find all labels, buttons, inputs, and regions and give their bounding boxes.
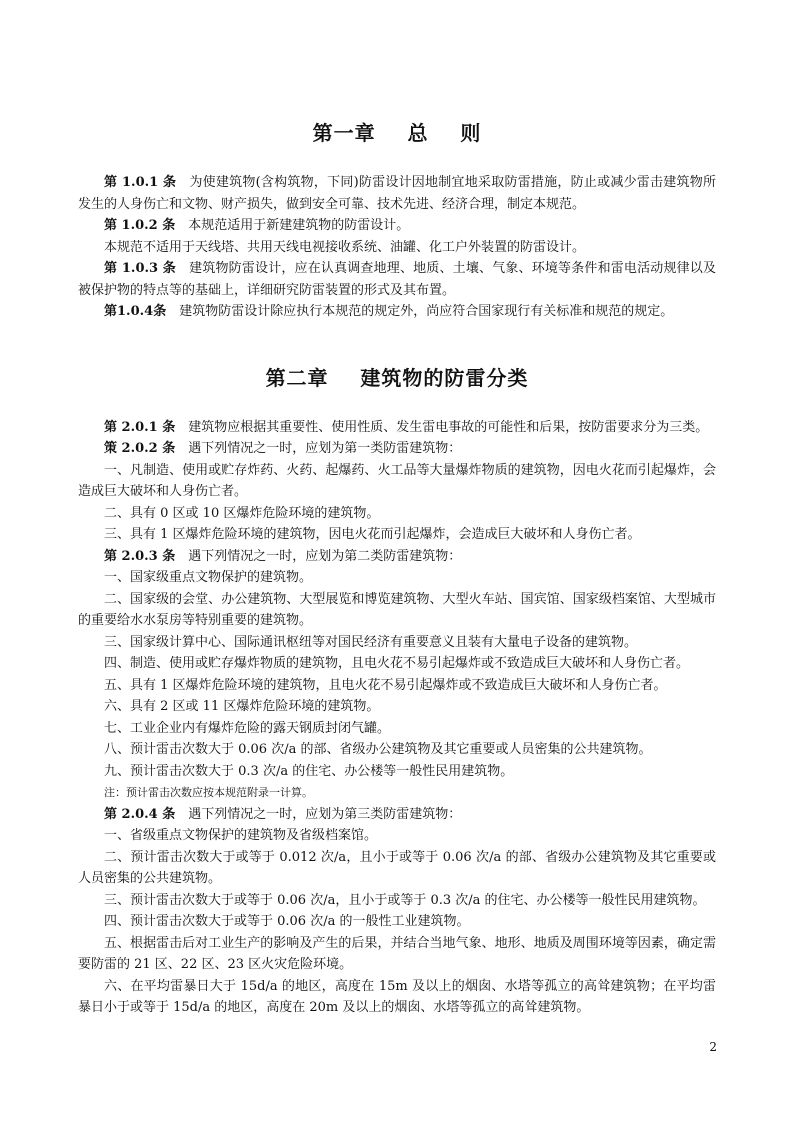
article-2-0-4 [78,804,716,826]
article-text: 为使建筑物(含构筑物，下同)防雷设计因地制宜地采取防雷措施，防止或减少雷击建筑物所发生的人身伤亡和文物、财产损失，做到安全可靠、技术先进、经济合理，制定本规范。 [78,175,716,212]
list-item: 六、在平均雷暴日大于 15d/a 的地区，高度在 15m 及以上的烟囱、水塔等孤立的高耸建筑物；在平均雷暴日小于或等于 15d/a 的地区，高度在 20m 及以上的烟囱、水塔等孤立的高耸建筑物。 [78,978,716,1015]
list-item: 五、具有 1 区爆炸危险环境的建筑物，且电火花不易引起爆炸或不致造成巨大破坏和人身伤亡者。 [104,677,667,693]
footnote: 注：预计雷击次数应按本规范附录一计算。 [104,786,313,799]
article-label: 第 2.0.3 条 [104,548,176,564]
article-label: 第 1.0.1 条 [104,175,177,190]
list-item: 二、具有 0 区或 10 区爆炸危险环境的建筑物。 [104,505,380,521]
list-item: 一、省级重点文物保护的建筑物及省级档案馆。 [104,828,378,843]
list-item: 三、具有 1 区爆炸危险环境的建筑物，因电火花而引起爆炸，会造成巨大破坏和人身伤亡者。 [104,527,641,542]
article-2-0-3 [78,546,716,568]
list-item: 一、国家级重点文物保护的建筑物。 [104,570,313,585]
list-item: 五、根据雷击后对工业生产的影响及产生的后果，并结合当地气象、地形、地质及周围环境等因素，确定需要防雷的 21 区、22 区、23 区火灾危险环境。 [78,935,716,972]
article-text: 建筑物防雷设计，应在认真调查地理、地质、土壤、气象、环境等条件和雷电活动规律以及被保护物的特点等的基础上，详细研究防雷装置的形式及其布置。 [78,261,716,298]
article-1-0-2 [78,215,716,237]
chapter-2-title: 第二章 建筑物的防雷分类 [265,365,529,390]
article-label: 第1.0.4条 [104,304,167,319]
article-1-0-1 [78,172,716,215]
list-item: 二、国家级的会堂、办公建筑物、大型展览和博览建筑物、大型火车站、国宾馆、国家级档案馆、大型城市的重要给水水泵房等特别重要的建筑物。 [78,591,716,628]
article-text: 建筑物应根据其重要性、使用性质、发生雷电事故的可能性和后果，按防雷要求分为三类。 [188,419,709,435]
list-item: 一、凡制造、使用或贮存炸药、火药、起爆药、火工品等大量爆炸物质的建筑物，因电火花而引起爆炸，会造成巨大破坏和人身伤亡者。 [78,462,716,499]
article-text: 遇下列情况之一时，应划为第一类防雷建筑物： [188,441,462,456]
article-text: 本规范适用于新建建筑物的防雷设计。 [188,218,410,233]
article-1-0-3 [78,258,716,301]
article-1-0-4 [78,301,716,323]
article-2-0-1 [78,417,716,439]
chapter-1-title: 第一章 总 则 [312,121,482,145]
list-item: 二、预计雷击次数大于或等于 0.012 次/a，且小于或等于 0.06 次/a 的部、省级办公建筑物及其它重要或人员密集的公共建筑物。 [78,849,716,886]
list-item: 四、预计雷击次数大于或等于 0.06 次/a 的一般性工业建筑物。 [104,914,470,929]
list-item: 三、预计雷击次数大于或等于 0.06 次/a，且小于或等于 0.3 次/a 的住宅、办公楼等一般性民用建筑物。 [104,892,706,908]
article-text: 遇下列情况之一时，应划为第三类防雷建筑物： [188,806,462,822]
article-label: 第 1.0.2 条 [104,218,176,233]
article-text: 遇下列情况之一时，应划为第二类防雷建筑物： [188,548,462,564]
page-content [78,118,716,1019]
list-item: 四、制造、使用或贮存爆炸物质的建筑物，且电火花不易引起爆炸或不致造成巨大破坏和人身伤亡者。 [104,656,690,671]
page-number: 2 [709,1040,717,1054]
list-item: 三、国家级计算中心、国际通讯枢纽等对国民经济有重要意义且装有大量电子设备的建筑物。 [104,634,638,650]
article-label: 策 2.0.2 条 [104,441,176,456]
list-item: 七、工业企业内有爆炸危险的露天钢质封闭气罐。 [104,720,391,736]
list-item: 九、预计雷击次数大于 0.3 次/a 的住宅、办公楼等一般性民用建筑物。 [104,763,514,779]
article-label: 第 2.0.1 条 [104,419,176,435]
article-2-0-2 [78,438,716,460]
article-text: 建筑物防雷设计除应执行本规范的规定外，尚应符合国家现行有关标准和规范的规定。 [179,304,674,319]
article-label: 第 2.0.4 条 [104,806,176,822]
list-item: 六、具有 2 区或 11 区爆炸危险环境的建筑物。 [104,699,380,714]
article-1-0-2-continued: 本规范不适用于天线塔、共用天线电视接收系统、油罐、化工户外装置的防雷设计。 [104,239,586,255]
list-item: 八、预计雷击次数大于 0.06 次/a 的部、省级办公建筑物及其它重要或人员密集的公共建筑物。 [104,742,652,757]
article-label: 第 1.0.3 条 [104,261,176,276]
